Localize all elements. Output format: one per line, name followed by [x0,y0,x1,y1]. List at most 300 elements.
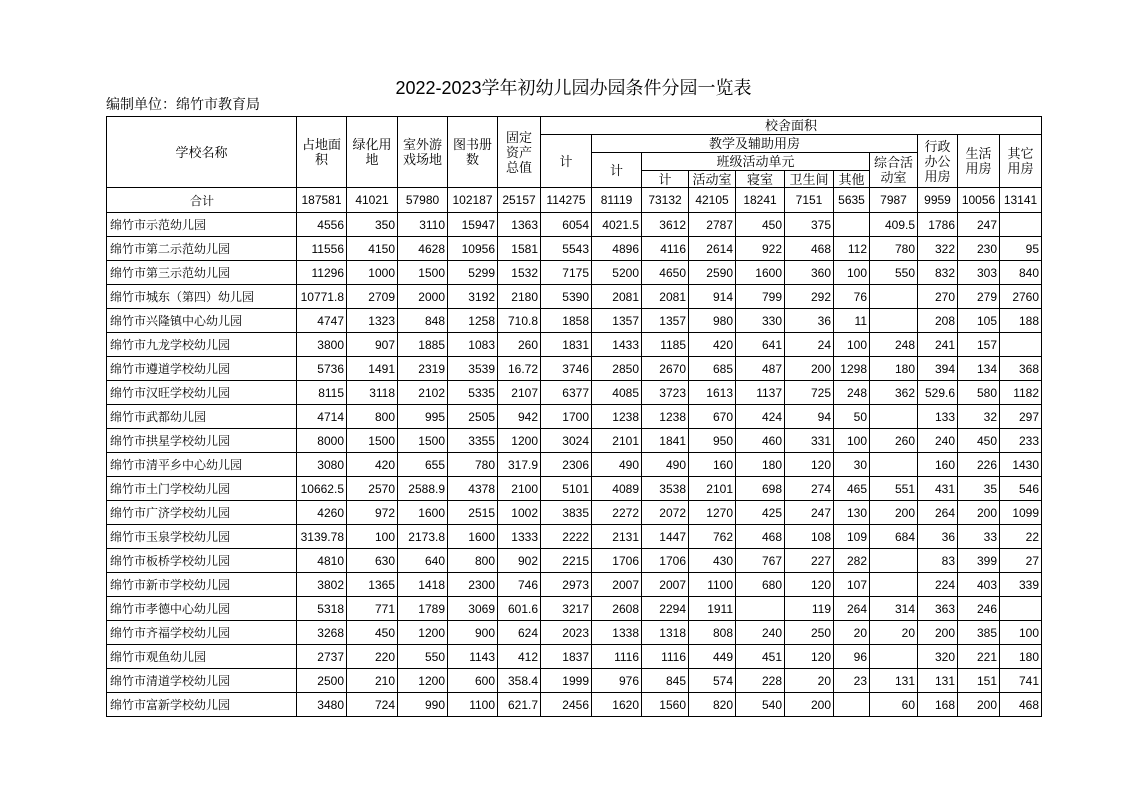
table-row [107,237,1042,261]
cell-restroom: 200 [785,357,834,381]
cell-restroom: 331 [785,429,834,453]
cell-living-rooms: 303 [958,261,1000,285]
cell-activity-room: 430 [689,549,736,573]
cell-bedroom: 240 [736,621,785,645]
header-fixed-assets [498,117,541,188]
cell-multi-activity-room: 362 [870,381,918,405]
cell-class-unit-total: 1560 [642,693,689,717]
cell-class-other: 50 [834,405,870,429]
cell-building-total: 2215 [541,549,592,573]
cell-building-total: 2222 [541,525,592,549]
cell-bedroom: 799 [736,285,785,309]
cell-building-total: 1831 [541,333,592,357]
table-row [107,477,1042,501]
cell-other-rooms: 27 [1000,549,1042,573]
cell-other-rooms: 297 [1000,405,1042,429]
cell-teaching-total: 1338 [592,621,642,645]
cell-activity-room: 670 [689,405,736,429]
cell-living-rooms: 226 [958,453,1000,477]
cell-restroom: 725 [785,381,834,405]
cell-other-rooms: 2760 [1000,285,1042,309]
cell-bedroom: 487 [736,357,785,381]
cell-activity-room: 2101 [689,477,736,501]
cell-teaching-total: 2101 [592,429,642,453]
cell-restroom: 24 [785,333,834,357]
cell-building-total: 1999 [541,669,592,693]
cell-book-count: 3539 [448,357,498,381]
cell-green-land: 724 [347,693,398,717]
cell-building-total: 1837 [541,645,592,669]
cell-land-area: 5318 [297,597,347,621]
cell-restroom: 94 [785,405,834,429]
cell-class-other: 465 [834,477,870,501]
cell-land-area: 5736 [297,357,347,381]
cell-teaching-total: 1357 [592,309,642,333]
cell-class-unit-total: 3538 [642,477,689,501]
cell-admin-office: 160 [918,453,958,477]
cell-green-land: 972 [347,501,398,525]
cell-living-rooms: 403 [958,573,1000,597]
cell-other-rooms [1000,333,1042,357]
cell-multi-activity-room: 314 [870,597,918,621]
cell-other-rooms: 339 [1000,573,1042,597]
header-green-land-label: 绿化用地 [352,137,392,167]
cell-activity-room: 685 [689,357,736,381]
cell-admin-office: 363 [918,597,958,621]
cell-outdoor-play-area: 655 [398,453,448,477]
cell-teaching-total: 1433 [592,333,642,357]
school-name: 绵竹市孝德中心幼儿园 [107,597,297,621]
cell-restroom: 120 [785,645,834,669]
cell-multi-activity-room: 248 [870,333,918,357]
cell-book-count: 1600 [448,525,498,549]
cell-class-unit-total: 2072 [642,501,689,525]
cell-building-total: 6377 [541,381,592,405]
header-land-area-label: 占地面积 [301,137,341,167]
cell-land-area: 4260 [297,501,347,525]
cell-outdoor-play-area: 2102 [398,381,448,405]
table-row [107,525,1042,549]
cell-land-area: 3268 [297,621,347,645]
cell-book-count: 900 [448,621,498,645]
cell-class-unit-total: 1238 [642,405,689,429]
cell-book-count: 3355 [448,429,498,453]
cell-activity-room: 1100 [689,573,736,597]
cell-admin-office: 240 [918,429,958,453]
cell-class-unit-total: 490 [642,453,689,477]
school-name: 绵竹市第三示范幼儿园 [107,261,297,285]
cell-building-total: 1858 [541,309,592,333]
cell-teaching-total: 5200 [592,261,642,285]
cell-fixed-assets: 16.72 [498,357,541,381]
school-name: 绵竹市武都幼儿园 [107,405,297,429]
cell-class-other: 109 [834,525,870,549]
cell-multi-activity-room: 684 [870,525,918,549]
cell-bedroom: 641 [736,333,785,357]
cell-green-land: 2709 [347,285,398,309]
cell-other-rooms: 95 [1000,237,1042,261]
cell-activity-room: 808 [689,621,736,645]
cell-class-unit-total: 4650 [642,261,689,285]
cell-class-unit-total: 2007 [642,573,689,597]
cell-activity-room: 820 [689,693,736,717]
cell-land-area: 4714 [297,405,347,429]
cell-living-rooms: 10056 [958,188,1000,213]
cell-living-rooms: 33 [958,525,1000,549]
cell-class-unit-total: 1357 [642,309,689,333]
cell-outdoor-play-area: 1200 [398,669,448,693]
cell-other-rooms [1000,213,1042,237]
cell-fixed-assets: 621.7 [498,693,541,717]
cell-other-rooms: 840 [1000,261,1042,285]
cell-admin-office: 1786 [918,213,958,237]
cell-restroom: 20 [785,669,834,693]
kindergarten-conditions-table [106,116,1042,717]
cell-class-other: 248 [834,381,870,405]
school-name: 绵竹市清平乡中心幼儿园 [107,453,297,477]
cell-outdoor-play-area: 995 [398,405,448,429]
cell-green-land: 350 [347,213,398,237]
cell-outdoor-play-area: 1600 [398,501,448,525]
header-multi-activity-room [870,153,918,188]
cell-multi-activity-room: 550 [870,261,918,285]
cell-book-count: 2505 [448,405,498,429]
cell-bedroom: 18241 [736,188,785,213]
table-row [107,549,1042,573]
cell-class-other: 100 [834,261,870,285]
cell-class-other: 282 [834,549,870,573]
cell-living-rooms: 221 [958,645,1000,669]
cell-outdoor-play-area: 2588.9 [398,477,448,501]
table-row [107,573,1042,597]
table-row [107,405,1042,429]
cell-green-land: 100 [347,525,398,549]
cell-green-land: 3118 [347,381,398,405]
cell-book-count: 2515 [448,501,498,525]
cell-class-unit-total: 4116 [642,237,689,261]
header-land-area [297,117,347,188]
table-row [107,309,1042,333]
cell-land-area: 8000 [297,429,347,453]
cell-admin-office: 9959 [918,188,958,213]
cell-multi-activity-room: 60 [870,693,918,717]
school-name: 绵竹市拱星学校幼儿园 [107,429,297,453]
cell-teaching-total: 81119 [592,188,642,213]
cell-other-rooms: 468 [1000,693,1042,717]
cell-admin-office: 131 [918,669,958,693]
cell-admin-office: 224 [918,573,958,597]
cell-class-unit-total: 1841 [642,429,689,453]
cell-teaching-total: 1706 [592,549,642,573]
table-row [107,357,1042,381]
cell-activity-room: 160 [689,453,736,477]
cell-living-rooms: 200 [958,501,1000,525]
cell-building-total: 6054 [541,213,592,237]
school-name: 绵竹市示范幼儿园 [107,213,297,237]
cell-multi-activity-room [870,309,918,333]
cell-book-count: 5335 [448,381,498,405]
cell-class-other: 100 [834,333,870,357]
cell-restroom: 292 [785,285,834,309]
table-row [107,381,1042,405]
cell-living-rooms: 580 [958,381,1000,405]
cell-outdoor-play-area: 4628 [398,237,448,261]
cell-outdoor-play-area: 1885 [398,333,448,357]
cell-class-unit-total: 1116 [642,645,689,669]
cell-class-unit-total: 1447 [642,525,689,549]
table-row [107,669,1042,693]
cell-class-unit-total: 2081 [642,285,689,309]
cell-admin-office: 133 [918,405,958,429]
cell-building-total: 2973 [541,573,592,597]
school-name: 绵竹市土门学校幼儿园 [107,477,297,501]
cell-admin-office: 529.6 [918,381,958,405]
cell-multi-activity-room: 20 [870,621,918,645]
cell-fixed-assets: 1200 [498,429,541,453]
cell-bedroom: 468 [736,525,785,549]
school-name: 绵竹市清道学校幼儿园 [107,669,297,693]
cell-other-rooms: 368 [1000,357,1042,381]
cell-admin-office: 832 [918,261,958,285]
cell-building-total: 5543 [541,237,592,261]
cell-building-total: 7175 [541,261,592,285]
cell-living-rooms: 32 [958,405,1000,429]
cell-other-rooms: 13141 [1000,188,1042,213]
cell-bedroom: 424 [736,405,785,429]
cell-restroom: 468 [785,237,834,261]
cell-fixed-assets: 2180 [498,285,541,309]
cell-admin-office: 241 [918,333,958,357]
cell-living-rooms: 385 [958,621,1000,645]
cell-activity-room: 2590 [689,261,736,285]
table-row [107,213,1042,237]
cell-bedroom: 1600 [736,261,785,285]
table-row [107,333,1042,357]
cell-class-unit-total: 845 [642,669,689,693]
cell-green-land: 450 [347,621,398,645]
cell-fixed-assets: 942 [498,405,541,429]
cell-admin-office: 320 [918,645,958,669]
cell-multi-activity-room: 180 [870,357,918,381]
cell-building-total: 2306 [541,453,592,477]
cell-class-other: 5635 [834,188,870,213]
cell-restroom: 375 [785,213,834,237]
cell-building-total: 5101 [541,477,592,501]
cell-bedroom: 922 [736,237,785,261]
cell-green-land: 907 [347,333,398,357]
header-building-area: 校舍面积 [541,117,1042,135]
cell-activity-room: 1911 [689,597,736,621]
cell-fixed-assets: 358.4 [498,669,541,693]
cell-land-area: 2500 [297,669,347,693]
cell-fixed-assets: 1532 [498,261,541,285]
cell-restroom: 274 [785,477,834,501]
cell-outdoor-play-area: 1200 [398,621,448,645]
cell-class-other: 76 [834,285,870,309]
cell-bedroom: 767 [736,549,785,573]
cell-fixed-assets: 2107 [498,381,541,405]
table-body [107,188,1042,717]
cell-land-area: 10771.8 [297,285,347,309]
cell-green-land: 771 [347,597,398,621]
header-class-other: 其他 [834,171,870,188]
school-name: 绵竹市齐福学校幼儿园 [107,621,297,645]
header-admin-office-label: 行政办公用房 [924,138,951,184]
cell-activity-room: 2787 [689,213,736,237]
cell-activity-room: 980 [689,309,736,333]
cell-bedroom: 180 [736,453,785,477]
header-living-rooms [958,135,1000,188]
cell-fixed-assets: 1002 [498,501,541,525]
cell-fixed-assets: 25157 [498,188,541,213]
school-name: 绵竹市玉泉学校幼儿园 [107,525,297,549]
cell-outdoor-play-area: 990 [398,693,448,717]
header-bedroom: 寝室 [736,171,785,188]
total-label: 合计 [107,188,297,213]
cell-bedroom: 425 [736,501,785,525]
cell-book-count: 800 [448,549,498,573]
cell-outdoor-play-area: 1500 [398,429,448,453]
cell-building-total: 2023 [541,621,592,645]
cell-multi-activity-room: 131 [870,669,918,693]
cell-class-other: 100 [834,429,870,453]
cell-outdoor-play-area: 1500 [398,261,448,285]
cell-other-rooms: 180 [1000,645,1042,669]
table-row [107,261,1042,285]
cell-book-count: 780 [448,453,498,477]
cell-multi-activity-room: 260 [870,429,918,453]
school-name: 绵竹市汉旺学校幼儿园 [107,381,297,405]
table-row [107,429,1042,453]
cell-book-count: 5299 [448,261,498,285]
cell-admin-office: 322 [918,237,958,261]
cell-fixed-assets: 1581 [498,237,541,261]
cell-activity-room: 420 [689,333,736,357]
cell-land-area: 3480 [297,693,347,717]
cell-book-count: 3069 [448,597,498,621]
cell-multi-activity-room: 551 [870,477,918,501]
header-row-1 [107,117,1042,135]
cell-book-count: 4378 [448,477,498,501]
cell-restroom: 360 [785,261,834,285]
cell-land-area: 11296 [297,261,347,285]
school-name: 绵竹市广济学校幼儿园 [107,501,297,525]
cell-bedroom: 680 [736,573,785,597]
cell-class-other [834,213,870,237]
table-row [107,501,1042,525]
cell-green-land: 1491 [347,357,398,381]
cell-class-other: 20 [834,621,870,645]
cell-building-total: 3024 [541,429,592,453]
header-green-land [347,117,398,188]
header-outdoor-play-area [398,117,448,188]
cell-outdoor-play-area: 57980 [398,188,448,213]
cell-multi-activity-room [870,645,918,669]
cell-class-unit-total: 3723 [642,381,689,405]
cell-building-total: 1700 [541,405,592,429]
cell-fixed-assets: 710.8 [498,309,541,333]
cell-activity-room: 2614 [689,237,736,261]
cell-green-land: 4150 [347,237,398,261]
cell-living-rooms: 399 [958,549,1000,573]
cell-activity-room: 1270 [689,501,736,525]
cell-land-area: 4747 [297,309,347,333]
header-book-count-label: 图书册数 [452,137,492,167]
cell-class-unit-total: 1318 [642,621,689,645]
cell-admin-office: 168 [918,693,958,717]
cell-teaching-total: 4896 [592,237,642,261]
cell-land-area: 3800 [297,333,347,357]
header-fixed-assets-label: 固定资产总值 [505,129,532,175]
cell-teaching-total: 2007 [592,573,642,597]
cell-book-count: 2300 [448,573,498,597]
cell-book-count: 1100 [448,693,498,717]
cell-outdoor-play-area: 640 [398,549,448,573]
cell-teaching-total: 4089 [592,477,642,501]
cell-green-land: 420 [347,453,398,477]
table-row [107,693,1042,717]
header-living-rooms-label: 生活用房 [965,146,992,176]
cell-fixed-assets: 601.6 [498,597,541,621]
cell-building-total: 3217 [541,597,592,621]
cell-fixed-assets: 317.9 [498,453,541,477]
cell-restroom: 108 [785,525,834,549]
cell-living-rooms: 279 [958,285,1000,309]
header-class-unit-total: 计 [642,171,689,188]
school-name: 绵竹市遵道学校幼儿园 [107,357,297,381]
cell-restroom: 120 [785,573,834,597]
cell-land-area: 8115 [297,381,347,405]
cell-class-unit-total: 2670 [642,357,689,381]
cell-other-rooms [1000,597,1042,621]
cell-bedroom: 451 [736,645,785,669]
header-other-rooms [1000,135,1042,188]
school-name: 绵竹市板桥学校幼儿园 [107,549,297,573]
header-admin-office [918,135,958,188]
school-name: 绵竹市兴隆镇中心幼儿园 [107,309,297,333]
cell-class-unit-total: 1706 [642,549,689,573]
cell-class-other [834,693,870,717]
cell-fixed-assets: 1333 [498,525,541,549]
cell-green-land: 1000 [347,261,398,285]
cell-green-land: 1323 [347,309,398,333]
cell-green-land: 220 [347,645,398,669]
cell-living-rooms: 151 [958,669,1000,693]
cell-teaching-total: 4021.5 [592,213,642,237]
cell-fixed-assets: 746 [498,573,541,597]
cell-other-rooms: 100 [1000,621,1042,645]
header-building-total: 计 [541,135,592,188]
cell-activity-room: 914 [689,285,736,309]
cell-multi-activity-room [870,573,918,597]
cell-teaching-total: 976 [592,669,642,693]
school-name: 绵竹市九龙学校幼儿园 [107,333,297,357]
cell-restroom: 120 [785,453,834,477]
cell-class-other: 23 [834,669,870,693]
cell-restroom: 227 [785,549,834,573]
header-activity-room: 活动室 [689,171,736,188]
cell-admin-office: 394 [918,357,958,381]
table-row [107,621,1042,645]
cell-living-rooms: 247 [958,213,1000,237]
cell-multi-activity-room [870,453,918,477]
school-name: 绵竹市城东（第四）幼儿园 [107,285,297,309]
cell-other-rooms: 22 [1000,525,1042,549]
cell-admin-office: 36 [918,525,958,549]
header-school-name: 学校名称 [107,117,297,188]
cell-other-rooms: 546 [1000,477,1042,501]
cell-land-area: 11556 [297,237,347,261]
